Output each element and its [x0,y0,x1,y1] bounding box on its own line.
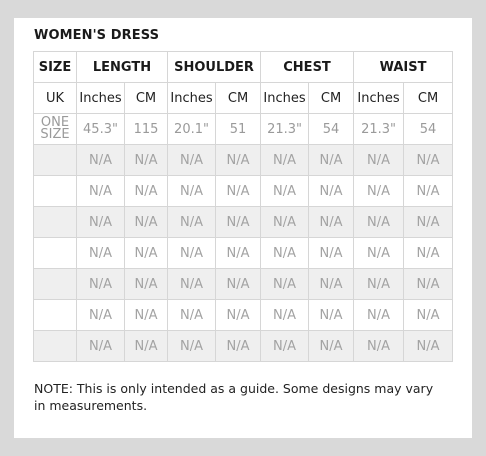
chest-inches-na-cell: N/A [261,300,309,331]
empty-size-cell [34,300,77,331]
empty-size-cell [34,176,77,207]
length-cm-na-cell: N/A [125,238,168,269]
waist-inches-na-cell: N/A [354,331,404,362]
empty-size-cell [34,269,77,300]
header-row [34,52,453,83]
unit-row [34,83,453,114]
shoulder-cm-value: 51 [216,114,261,145]
shoulder-inches-na-cell: N/A [168,238,216,269]
waist-cm-na-cell: N/A [404,207,453,238]
length-inches-unit: Inches [77,83,125,114]
length-inches-na-cell: N/A [77,176,125,207]
shoulder-header: SHOULDER [168,52,261,83]
shoulder-cm-na-cell: N/A [216,331,261,362]
shoulder-inches-na-cell: N/A [168,145,216,176]
waist-inches-na-cell: N/A [354,207,404,238]
length-cm-na-cell: N/A [125,331,168,362]
shoulder-inches-na-cell: N/A [168,269,216,300]
length-inches-na-cell: N/A [77,145,125,176]
waist-cm-value: 54 [404,114,453,145]
chest-inches-na-cell: N/A [261,176,309,207]
length-inches-na-cell: N/A [77,238,125,269]
one-size-row [34,114,453,145]
chest-inches-unit: Inches [261,83,309,114]
waist-inches-na-cell: N/A [354,300,404,331]
length-inches-value: 45.3" [77,114,125,145]
waist-inches-value: 21.3" [354,114,404,145]
length-inches-na-cell: N/A [77,300,125,331]
shoulder-inches-value: 20.1" [168,114,216,145]
length-cm-na-cell: N/A [125,176,168,207]
shoulder-cm-unit: CM [216,83,261,114]
waist-inches-na-cell: N/A [354,145,404,176]
empty-size-cell [34,238,77,269]
shoulder-cm-na-cell: N/A [216,176,261,207]
waist-cm-na-cell: N/A [404,238,453,269]
chest-cm-na-cell: N/A [309,238,354,269]
waist-header: WAIST [354,52,453,83]
chest-inches-na-cell: N/A [261,238,309,269]
shoulder-inches-unit: Inches [168,83,216,114]
one-size-label [34,114,77,145]
waist-inches-na-cell: N/A [354,176,404,207]
shoulder-inches-na-cell: N/A [168,331,216,362]
length-inches-na-cell: N/A [77,269,125,300]
chest-inches-na-cell: N/A [261,145,309,176]
shoulder-inches-na-cell: N/A [168,176,216,207]
shoulder-inches-na-cell: N/A [168,300,216,331]
empty-size-row [34,145,453,176]
na-rows [34,145,453,362]
chest-cm-unit: CM [309,83,354,114]
shoulder-cm-na-cell: N/A [216,300,261,331]
chest-inches-na-cell: N/A [261,331,309,362]
waist-cm-na-cell: N/A [404,269,453,300]
size-chart-card [14,18,472,438]
empty-size-cell [34,207,77,238]
chest-cm-na-cell: N/A [309,176,354,207]
chest-inches-value: 21.3" [261,114,309,145]
empty-size-row [34,176,453,207]
empty-size-row [34,269,453,300]
length-cm-value: 115 [125,114,168,145]
length-inches-na-cell: N/A [77,207,125,238]
waist-cm-na-cell: N/A [404,176,453,207]
chest-inches-na-cell: N/A [261,269,309,300]
shoulder-cm-na-cell: N/A [216,207,261,238]
length-cm-na-cell: N/A [125,300,168,331]
length-header: LENGTH [77,52,168,83]
chest-cm-na-cell: N/A [309,207,354,238]
waist-cm-na-cell: N/A [404,145,453,176]
size-header: SIZE [34,52,77,83]
empty-size-row [34,207,453,238]
chest-cm-value: 54 [309,114,354,145]
length-inches-na-cell: N/A [77,331,125,362]
length-cm-unit: CM [125,83,168,114]
waist-inches-na-cell: N/A [354,269,404,300]
note-text: NOTE: This is only intended as a guide. Some designs may vary in measurements. [34,381,434,413]
chest-cm-na-cell: N/A [309,300,354,331]
chest-cm-na-cell: N/A [309,331,354,362]
one-size-label-line1: ONE [40,115,70,130]
size-unit: UK [34,83,77,114]
shoulder-cm-na-cell: N/A [216,238,261,269]
one-size-label-line2: SIZE [40,127,70,142]
waist-inches-na-cell: N/A [354,238,404,269]
shoulder-cm-na-cell: N/A [216,145,261,176]
waist-cm-na-cell: N/A [404,331,453,362]
waist-cm-na-cell: N/A [404,300,453,331]
size-table [33,51,453,362]
chest-cm-na-cell: N/A [309,145,354,176]
waist-cm-unit: CM [404,83,453,114]
shoulder-cm-na-cell: N/A [216,269,261,300]
length-cm-na-cell: N/A [125,145,168,176]
empty-size-row [34,331,453,362]
empty-size-row [34,300,453,331]
shoulder-inches-na-cell: N/A [168,207,216,238]
chest-header: CHEST [261,52,354,83]
empty-size-cell [34,145,77,176]
chart-title: WOMEN'S DRESS [34,28,160,43]
chest-inches-na-cell: N/A [261,207,309,238]
length-cm-na-cell: N/A [125,269,168,300]
empty-size-row [34,238,453,269]
waist-inches-unit: Inches [354,83,404,114]
chest-cm-na-cell: N/A [309,269,354,300]
length-cm-na-cell: N/A [125,207,168,238]
empty-size-cell [34,331,77,362]
